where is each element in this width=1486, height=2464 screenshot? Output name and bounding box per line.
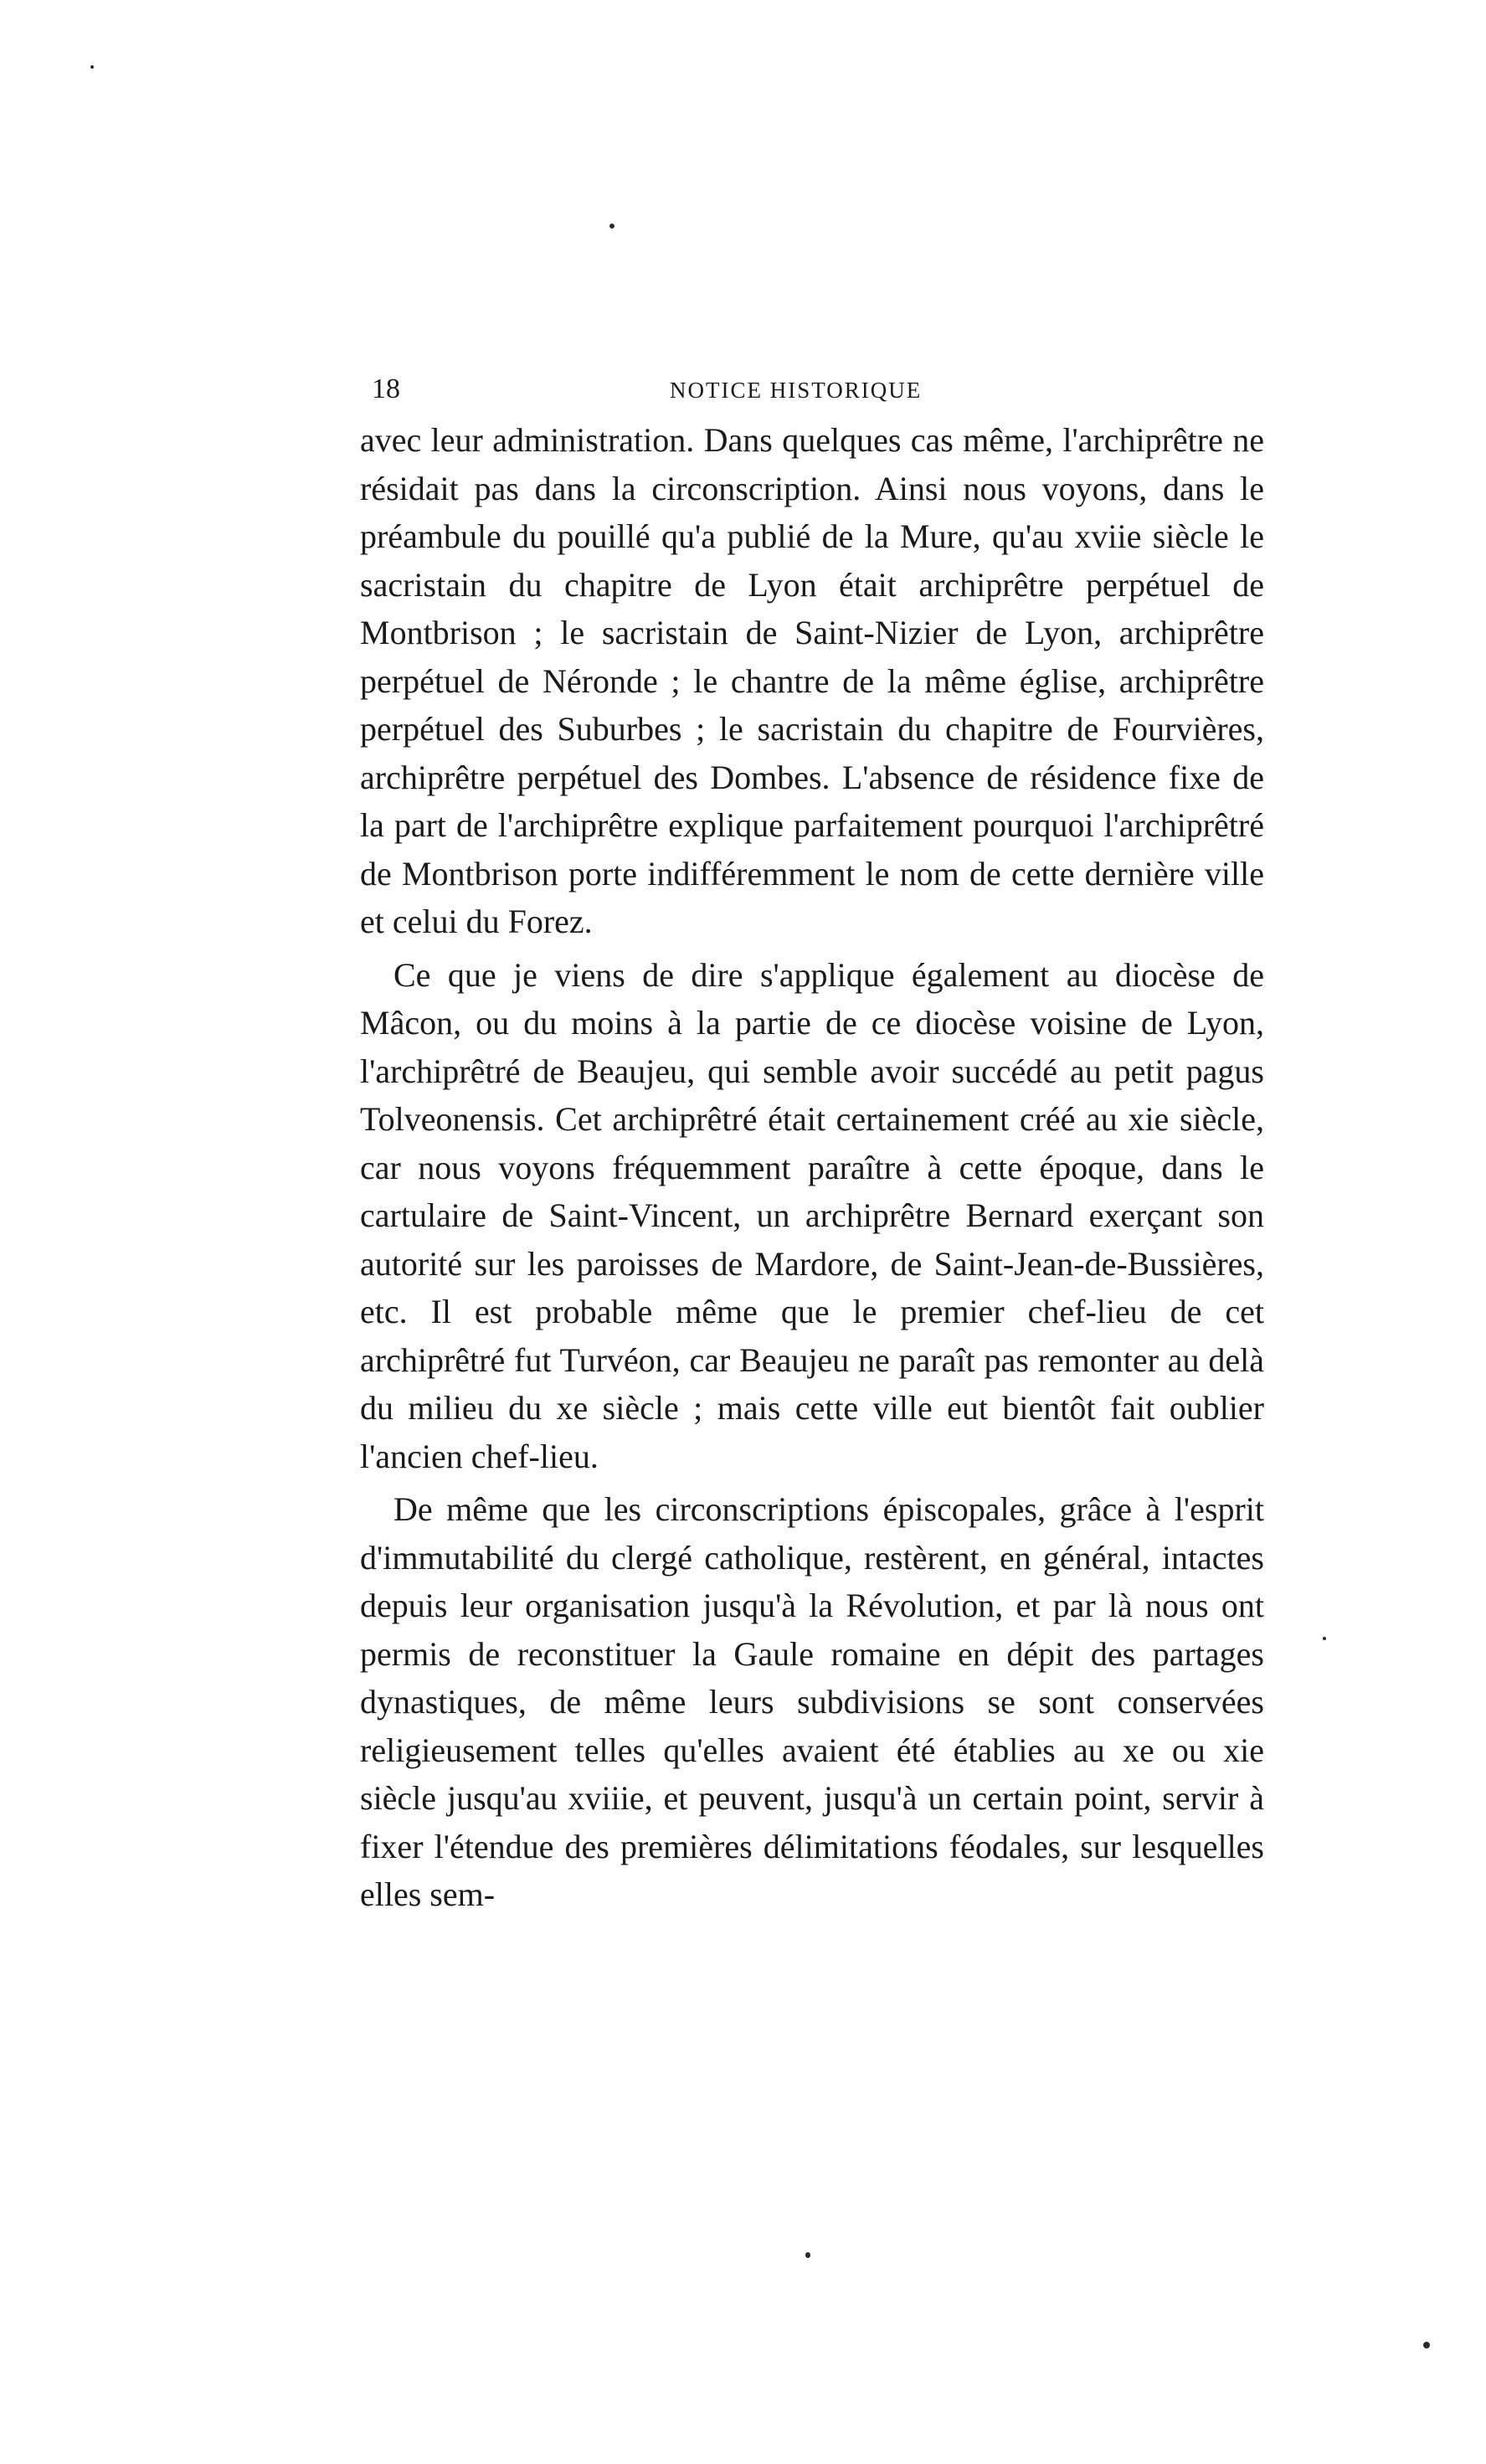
running-title: NOTICE HISTORIQUE xyxy=(670,378,923,403)
scan-speck xyxy=(1423,2342,1430,2348)
running-header xyxy=(360,368,1264,410)
scan-speck xyxy=(90,65,94,69)
paragraph: De même que les circonscriptions épiscopales, grâce à l'esprit d'immutabilité du clergé catholique, restèrent, en général, intactes depuis leur organisation jusqu'à la Révolution, et par là nous ont permis de reconstituer la Gaule romaine en dépit des partages dynastiques, de même leurs subdivisions se sont conservées religieusement telles qu'elles avaient été établies au xe ou xie siècle jusqu'au xviiie, et peuvent, jusqu'à un certain point, servir à fixer l'étendue des premières délimitations féodales, sur lesquelles elles sem- xyxy=(360,1490,1264,1913)
scan-speck xyxy=(805,2252,810,2258)
page-number: 18 xyxy=(372,373,400,404)
paragraph: Ce que je viens de dire s'applique également au diocèse de Mâcon, ou du moins à la partie de ce diocèse voisine de Lyon, l'archiprêtré de Beaujeu, qui semble avoir succédé au petit pagus Tolveonensis. Cet archiprêtré était certainement créé au xie siècle, car nous voyons fréquemment paraître à cette époque, dans le cartulaire de Saint-Vincent, un archiprêtre Bernard exerçant son autorité sur les paroisses de Mardore, de Saint-Jean-de-Bussières, etc. Il est probable même que le premier chef-lieu de cet archiprêtré fut Turvéon, car Beaujeu ne paraît pas remonter au delà du milieu du xe siècle ; mais cette ville eut bientôt fait oublier l'ancien chef-lieu. xyxy=(360,955,1264,1475)
scan-speck xyxy=(1323,1637,1326,1640)
paragraph: avec leur administration. Dans quelques cas même, l'archiprêtre ne résidait pas dans la circonscription. Ainsi nous voyons, dans le préambule du pouillé qu'a publié de la Mure, qu'au xviie siècle le sacristain du chapitre de Lyon était archiprêtre perpétuel de Montbrison ; le sacristain de Saint-Nizier de Lyon, archiprêtre perpétuel de Néronde ; le chantre de la même église, archiprêtre perpétuel des Suburbes ; le sacristain du chapitre de Fourvières, archiprêtre perpétuel des Dombes. L'absence de résidence fixe de la part de l'archiprêtre explique parfaitement pourquoi l'archiprêtré de Montbrison porte indifféremment le nom de cette dernière ville et celui du Forez. xyxy=(360,421,1264,940)
scan-speck xyxy=(609,224,614,229)
body-text xyxy=(360,416,1264,1919)
